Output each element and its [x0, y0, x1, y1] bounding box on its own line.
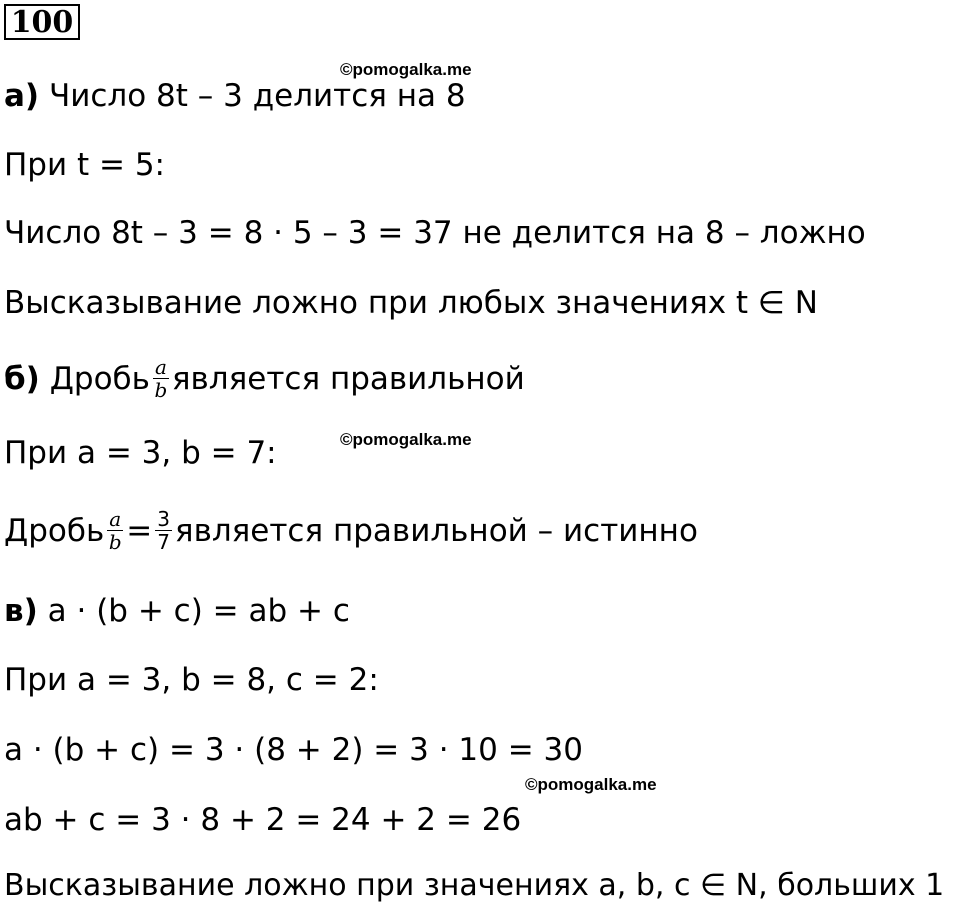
- part-b-let: При a = 3, b = 7:: [4, 435, 277, 471]
- part-a-check: Число 8t – 3 = 8 · 5 – 3 = 37 не делится на 8 – ложно: [4, 215, 866, 251]
- part-c-marker: в): [4, 593, 38, 629]
- fraction-denominator: 7: [157, 530, 170, 554]
- fraction-3-over-7: [155, 508, 172, 553]
- part-c-conclusion: Высказывание ложно при значениях a, b, c ∈ N, больших 1: [4, 868, 945, 903]
- part-b-statement-post: является правильной: [171, 361, 525, 397]
- part-a-statement: [4, 76, 466, 116]
- watermark: ©pomogalka.me: [340, 430, 472, 449]
- part-c-statement-text: a · (b + c) = ab + c: [47, 593, 350, 629]
- part-c-left: a · (b + c) = 3 · (8 + 2) = 3 · 10 = 30: [4, 732, 583, 768]
- fraction-a-over-b: [107, 508, 123, 553]
- part-c-right: ab + c = 3 · 8 + 2 = 24 + 2 = 26: [4, 802, 522, 838]
- fraction-denominator: b: [108, 530, 122, 554]
- part-c-let: При a = 3, b = 8, c = 2:: [4, 662, 379, 698]
- part-b-check-post: является правильной – истинно: [174, 513, 698, 549]
- fraction-numerator: a: [154, 355, 167, 379]
- part-b-marker: б): [4, 361, 40, 397]
- part-b-check-pre: Дробь: [4, 513, 105, 549]
- part-a-marker: а): [4, 78, 40, 114]
- fraction-a-over-b: [153, 356, 169, 401]
- fraction-numerator: a: [109, 507, 122, 531]
- fraction-denominator: b: [154, 378, 168, 402]
- equals-sign: =: [126, 513, 153, 549]
- part-a-let: При t = 5:: [4, 147, 165, 183]
- part-b-statement-pre: Дробь: [49, 361, 150, 397]
- watermark: ©pomogalka.me: [525, 775, 657, 794]
- fraction-numerator: 3: [157, 507, 170, 531]
- part-a-statement-text: Число 8t – 3 делится на 8: [48, 78, 466, 114]
- part-a-conclusion: Высказывание ложно при любых значениях t ∈ N: [4, 285, 818, 321]
- part-c-statement: [4, 591, 350, 631]
- part-b-statement: [4, 355, 525, 403]
- task-number: 100: [4, 4, 80, 40]
- part-b-check: [4, 507, 698, 555]
- watermark: ©pomogalka.me: [340, 60, 472, 79]
